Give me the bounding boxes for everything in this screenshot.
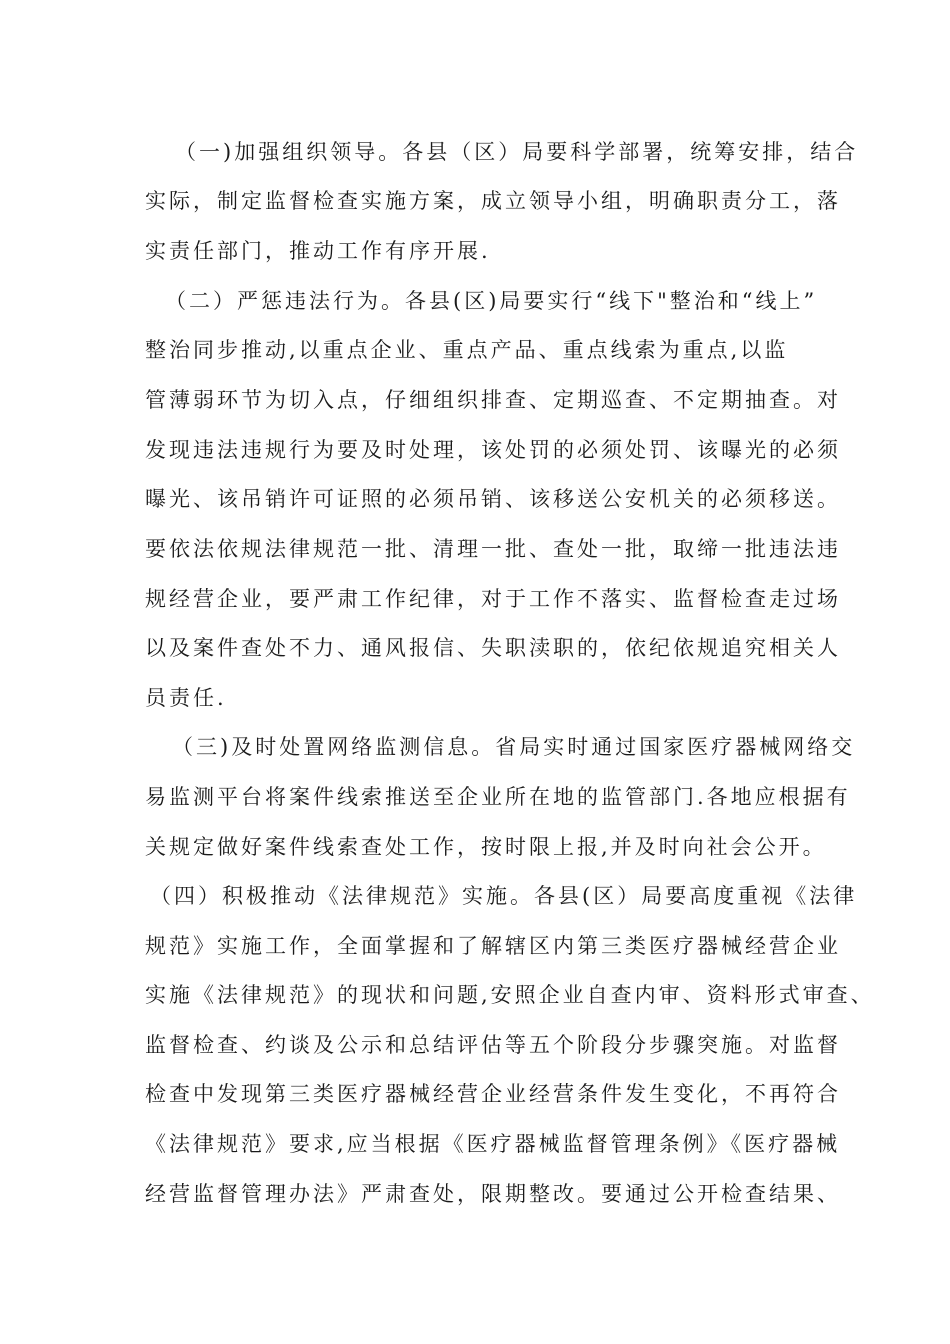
- text-line: 要依法依规法律规范一批、清理一批、查处一批，取缔一批违法违: [145, 537, 841, 561]
- text-line: 经营监督管理办法》严肃查处，限期整改。要通过公开检查结果、: [145, 1182, 841, 1206]
- text-line: 以及案件查处不力、通风报信、失职渎职的，依纪依规追究相关人: [145, 636, 841, 660]
- text-line: 实际，制定监督检查实施方案，成立领导小组，明确职责分工，落: [145, 189, 841, 213]
- text-line: （一)加强组织领导。各县（区）局要科学部署，统筹安排，结合: [175, 140, 859, 164]
- text-line: 整治同步推动,以重点企业、重点产品、重点线索为重点,以监: [145, 338, 789, 362]
- text-line: 管薄弱环节为切入点，仔细组织排查、定期巡查、不定期抽查。对: [145, 388, 841, 412]
- text-line: （三)及时处置网络监测信息。省局实时通过国家医疗器械网络交: [172, 735, 856, 759]
- text-line: 发现违法违规行为要及时处理，该处罚的必须处罚、该曝光的必须: [145, 438, 841, 462]
- text-line: 规范》实施工作，全面掌握和了解辖区内第三类医疗器械经营企业: [145, 934, 841, 958]
- text-line: 检查中发现第三类医疗器械经营企业经营条件发生变化，不再符合: [145, 1082, 841, 1106]
- text-line: 关规定做好案件线索查处工作，按时限上报,并及时向社会公开。: [145, 835, 827, 859]
- text-line: 曝光、该吊销许可证照的必须吊销、该移送公安机关的必须移送。: [145, 487, 841, 511]
- text-line: （四）积极推动《法律规范》实施。各县(区）局要高度重视《法律: [150, 884, 858, 908]
- text-line: 易监测平台将案件线索推送至企业所在地的监管部门.各地应根据有: [145, 785, 851, 809]
- text-line: 实施《法律规范》的现状和问题,安照企业自查内审、资料形式审查、: [145, 983, 875, 1007]
- text-line: （二）严惩违法行为。各县(区)局要实行“线下"整治和“线上”: [165, 289, 818, 313]
- text-line: 实责任部门，推动工作有序开展.: [145, 239, 491, 263]
- text-line: 规经营企业，要严肃工作纪律，对于工作不落实、监督检查走过场: [145, 587, 841, 611]
- text-line: 监督检查、约谈及公示和总结评估等五个阶段分步骤突施。对监督: [145, 1033, 841, 1057]
- text-line: 员责任.: [145, 686, 227, 710]
- text-line: 《法律规范》要求,应当根据《医疗器械监督管理条例》《医疗器械: [145, 1132, 841, 1156]
